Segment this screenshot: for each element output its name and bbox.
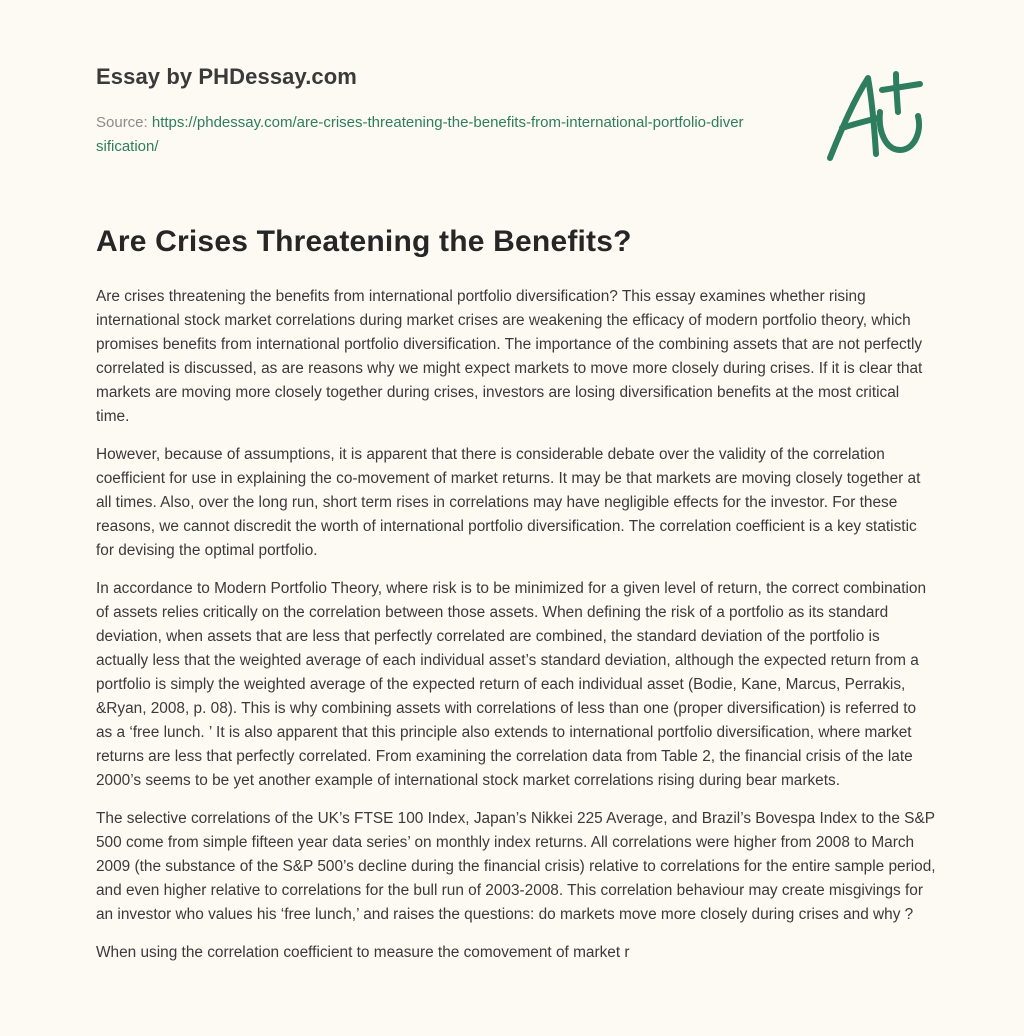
site-title: Essay by PHDessay.com (96, 64, 357, 89)
source-line (96, 111, 746, 159)
plus-vertical (896, 74, 898, 112)
essay-paragraph: Are crises threatening the benefits from international portfolio diversification? This essay examines whether rising international stock market correlations during market crises are weakening the efficacy of modern portfolio theory, which promises benefits from international portfolio diversification. The importance of the combining assets that are not perfectly correlated is discussed, as are reasons why we might expect markets to move more closely during crises. If it is clear that markets are moving more closely together during crises, investors are losing diversification benefits at the most critical time. (96, 288, 923, 425)
source-link[interactable]: https://phdessay.com/are-crises-threatening-the-benefits-from-international-portfolio-diversification/ (96, 114, 744, 155)
essay-title: Are Crises Threatening the Benefits? (96, 225, 632, 258)
swoosh-loop (880, 112, 919, 150)
essay-paragraph: However, because of assumptions, it is apparent that there is considerable debate over the validity of the correlation coefficient for use in explaining the co-movement of market returns. It may be that markets are moving closely together at all times. Also, over the long run, short term rises in correlations may have negligible effects for the investor. For these reasons, we cannot discredit the worth of international portfolio diversification. The correlation coefficient is a key statistic for devising the optimal portfolio. (96, 446, 921, 559)
essay-body (96, 285, 936, 979)
a-plus-grade-logo (818, 66, 930, 166)
source-label: Source: (96, 114, 152, 131)
essay-paragraph: The selective correlations of the UK’s FTSE 100 Index, Japan’s Nikkei 225 Average, and Brazil’s Bovespa Index to the S&P 500 come from simple fifteen year data series’ on monthly index returns. All correlations were higher from 2008 to March 2009 (the substance of the S&P 500’s decline during the financial crisis) relative to correlations for the entire sample period, and even higher relative to correlations for the bull run of 2003-2008. This correlation behaviour may create misgivings for an investor who values his ‘free lunch,’ and raises the questions: do markets move more closely during crises and why ? (96, 810, 936, 923)
plus-horizontal (882, 84, 920, 90)
essay-paragraph: When using the correlation coefficient to measure the comovement of market r (96, 944, 630, 961)
essay-paragraph: In accordance to Modern Portfolio Theory, where risk is to be minimized for a given level of return, the correct combination of assets relies critically on the correlation between those assets. When defining the risk of a portfolio as its standard deviation, when assets that are less that perfectly correlated are combined, the standard deviation of the portfolio is actually less that the weighted average of each individual asset’s standard deviation, although the expected return from a portfolio is simply the weighted average of the expected return of each individual asset (Bodie, Kane, Marcus, Perrakis, &Ryan, 2008, p. 08). This is why combining assets with correlations of less than one (proper diversification) is referred to as a ‘free lunch. ’ It is also apparent that this principle also extends to international portfolio diversification, where market returns are less that perfectly correlated. From examining the correlation data from Table 2, the financial crisis of the late 2000’s seems to be yet another example of international stock market correlations rising during bear markets. (96, 580, 927, 789)
